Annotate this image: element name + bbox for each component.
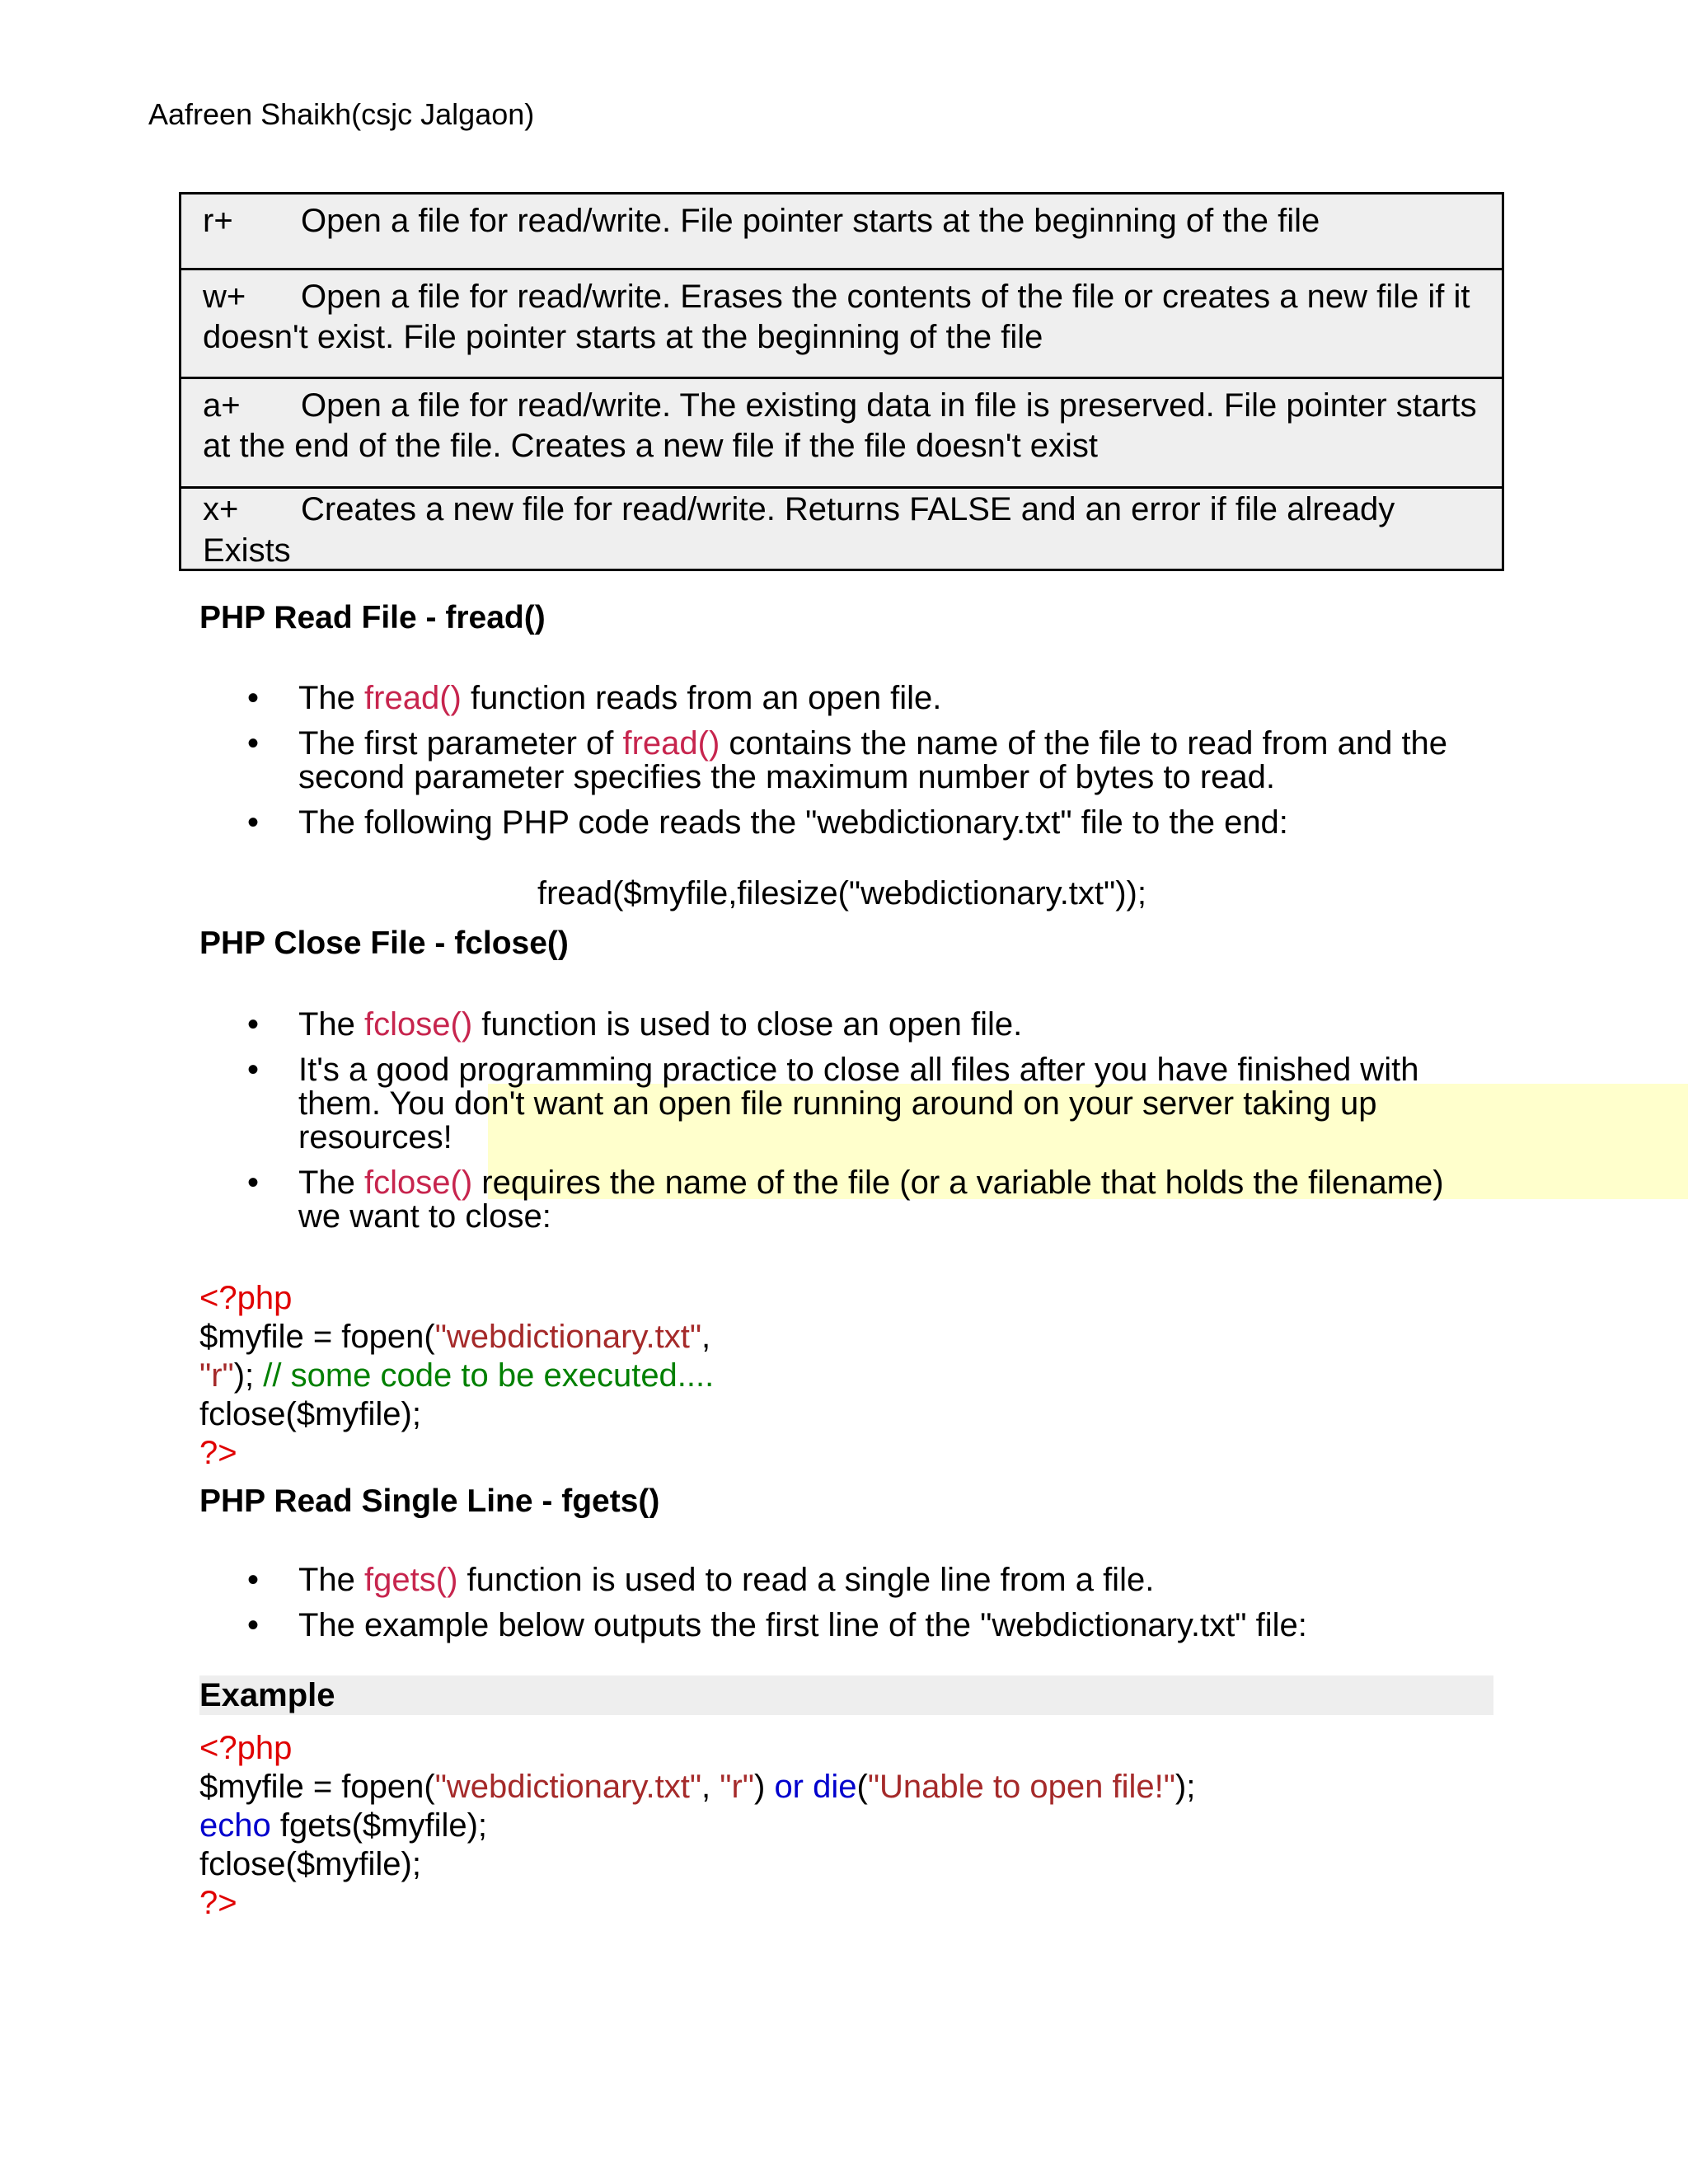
text: It's a good programming practice to close all files after you have finished with <box>298 1052 1419 1088</box>
code-keyword: echo <box>199 1807 271 1844</box>
text: The first parameter of <box>298 725 623 762</box>
bullet-icon: • <box>247 680 260 716</box>
code-string: "webdictionary.txt" <box>434 1319 702 1355</box>
code-string: "r" <box>199 1357 234 1394</box>
code-text: , <box>701 1319 711 1355</box>
code-keyword: or die <box>774 1769 857 1805</box>
mode-label: r+ <box>203 203 233 239</box>
function-name: fread() <box>622 725 720 762</box>
code-text: ) <box>754 1769 775 1805</box>
text: them. You don't want an open file running around on your server taking up <box>298 1085 1377 1122</box>
list-item <box>199 1609 1518 1643</box>
text: function reads from an open file. <box>461 680 942 716</box>
mode-label: w+ <box>203 279 246 315</box>
code-text: ); <box>1175 1769 1196 1805</box>
text: contains the name of the file to read from and the <box>720 725 1448 762</box>
function-name: fclose() <box>364 1165 473 1201</box>
mode-description-cont: doesn't exist. File pointer starts at the beginning of the file <box>203 319 1043 355</box>
list-item <box>199 682 1518 715</box>
file-modes-table <box>179 192 1504 571</box>
php-close-tag: ?> <box>199 1885 237 1921</box>
text: The following PHP code reads the "webdictionary.txt" file to the end: <box>298 804 1288 841</box>
bullet-icon: • <box>247 1052 260 1088</box>
list-item <box>199 806 1518 840</box>
list-item <box>199 1166 1518 1234</box>
function-name: fclose() <box>364 1006 473 1043</box>
function-name: fgets() <box>364 1562 458 1598</box>
mode-label: a+ <box>203 387 241 424</box>
text: function is used to close an open file. <box>472 1006 1023 1043</box>
list-item <box>199 1563 1518 1597</box>
code-text: fclose($myfile); <box>199 1396 421 1432</box>
text: requires the name of the file (or a variable that holds the filename) <box>472 1165 1444 1201</box>
list-item <box>199 727 1518 794</box>
code-text: $myfile = fopen( <box>199 1769 435 1805</box>
text: second parameter specifies the maximum number of bytes to read. <box>298 759 1275 795</box>
php-open-tag: <?php <box>199 1730 293 1766</box>
code-string: "webdictionary.txt" <box>434 1769 702 1805</box>
example-label-bar <box>199 1675 1493 1715</box>
code-text: ( <box>856 1769 868 1805</box>
fgets-heading: PHP Read Single Line - fgets() <box>199 1483 660 1519</box>
example-label: Example <box>199 1677 335 1713</box>
mode-label: x+ <box>203 491 239 527</box>
fread-heading: PHP Read File - fread() <box>199 600 546 635</box>
php-close-tag: ?> <box>199 1435 237 1471</box>
fread-bullet-list <box>199 682 1518 851</box>
fgets-bullet-list <box>199 1563 1518 1654</box>
code-text: $myfile = fopen( <box>199 1319 435 1355</box>
text: The <box>298 680 365 716</box>
code-string: "r" <box>720 1769 754 1805</box>
fclose-code-block <box>199 1279 714 1473</box>
mode-description: Creates a new file for read/write. Returns FALSE and an error if file already <box>301 491 1395 527</box>
mode-description: Open a file for read/write. The existing data in file is preserved. File pointer starts <box>301 387 1477 424</box>
code-text: fclose($myfile); <box>199 1846 421 1882</box>
code-text: fgets($myfile); <box>270 1807 488 1844</box>
bullet-icon: • <box>247 725 260 762</box>
mode-description: Open a file for read/write. File pointer starts at the beginning of the file <box>301 203 1320 239</box>
mode-row-r-plus <box>181 194 1502 268</box>
bullet-icon: • <box>247 1006 260 1043</box>
text: The <box>298 1165 365 1201</box>
list-item <box>199 1008 1518 1042</box>
fclose-bullet-list <box>199 1008 1518 1245</box>
fgets-code-block <box>199 1729 1195 1923</box>
bullet-icon: • <box>247 1165 260 1201</box>
mode-row-a-plus <box>181 377 1502 486</box>
text: The example below outputs the first line of the "webdictionary.txt" file: <box>298 1607 1307 1643</box>
fread-code-example: fread($myfile,filesize("webdictionary.txt")); <box>537 875 1146 912</box>
fclose-heading: PHP Close File - fclose() <box>199 926 569 961</box>
text: resources! <box>298 1119 452 1155</box>
code-string: "Unable to open file!" <box>867 1769 1175 1805</box>
text: The <box>298 1562 365 1598</box>
code-text: ); <box>233 1357 264 1394</box>
list-item <box>199 1053 1518 1155</box>
bullet-icon: • <box>247 804 260 841</box>
function-name: fread() <box>364 680 462 716</box>
mode-row-x-plus <box>181 486 1502 569</box>
php-open-tag: <?php <box>199 1280 293 1316</box>
mode-description: Open a file for read/write. Erases the contents of the file or creates a new file if it <box>301 279 1470 315</box>
code-comment: // some code to be executed.... <box>263 1357 715 1394</box>
code-text: , <box>701 1769 720 1805</box>
mode-description-cont: at the end of the file. Creates a new file if the file doesn't exist <box>203 428 1099 464</box>
text: The <box>298 1006 365 1043</box>
mode-row-w-plus <box>181 268 1502 377</box>
page-header: Aafreen Shaikh(csjc Jalgaon) <box>148 97 535 131</box>
text: function is used to read a single line from a file. <box>457 1562 1155 1598</box>
mode-description-cont: Exists <box>203 532 291 569</box>
bullet-icon: • <box>247 1562 260 1598</box>
text: we want to close: <box>298 1198 551 1235</box>
bullet-icon: • <box>247 1607 260 1643</box>
